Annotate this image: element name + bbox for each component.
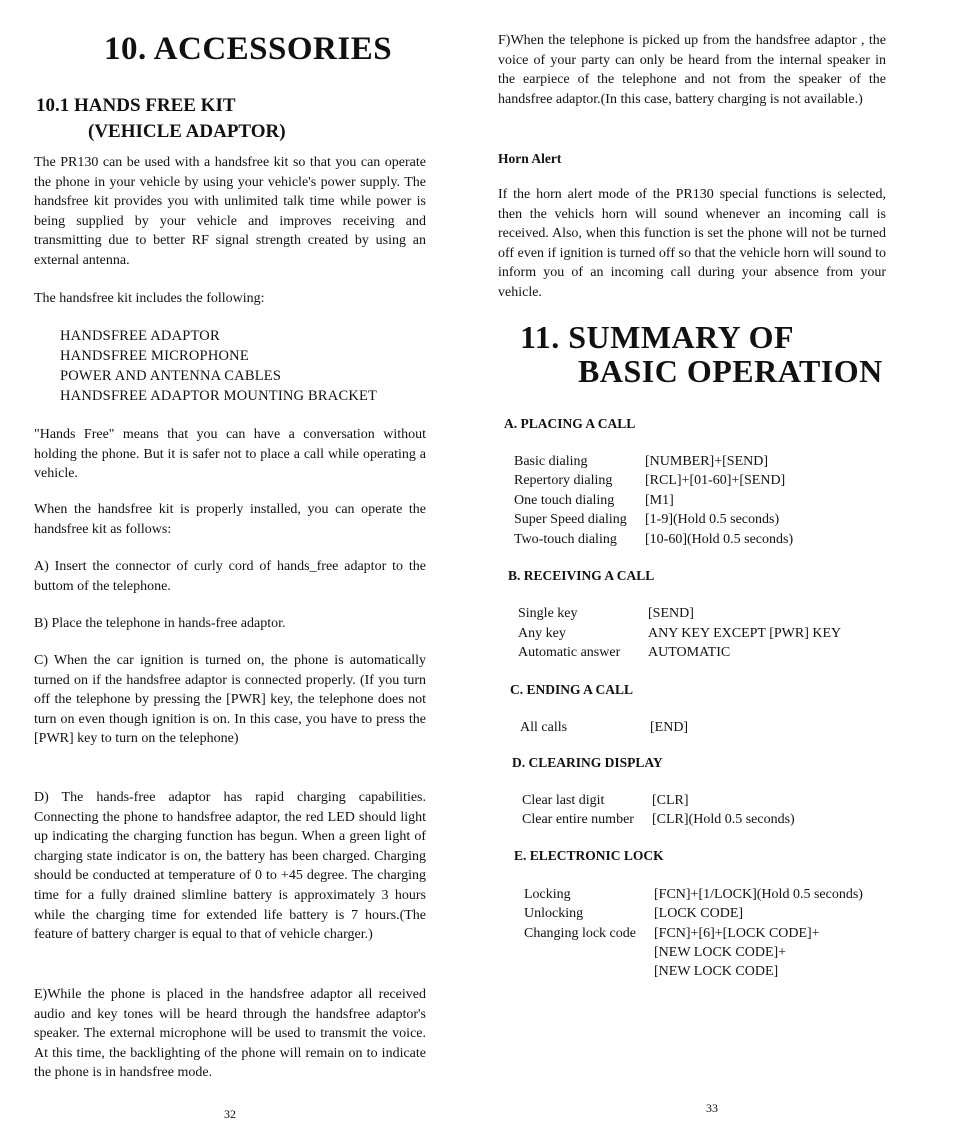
row-label: Changing lock code <box>524 926 636 941</box>
page-number: 32 <box>224 1107 236 1121</box>
step-b: B) Place the telephone in hands-free adaptor. <box>34 616 286 631</box>
row-value: [NEW LOCK CODE]+ <box>654 945 787 960</box>
row-label: Single key <box>518 606 578 621</box>
section-heading: B. RECEIVING A CALL <box>508 568 655 583</box>
row-label: One touch dialing <box>514 493 615 508</box>
step-e: E)While the phone is placed in the handsfree adaptor all received audio and key tones will be heard through the handsfree adaptor's speaker. The external microphone will be used to transmit the voice. At this time, the backlighting of the phone will remain on to indicate the phone is in handsfree mode. <box>34 987 426 1081</box>
section-heading: C. ENDING A CALL <box>510 682 634 697</box>
row-label: Basic dialing <box>514 454 588 469</box>
row-value: AUTOMATIC <box>648 645 731 660</box>
row-value: [END] <box>650 720 689 735</box>
row-value: [FCN]+[1/LOCK](Hold 0.5 seconds) <box>654 887 863 902</box>
chapter-title-line2: BASIC OPERATION <box>578 353 883 389</box>
row-value: [M1] <box>645 493 674 508</box>
step-d: D) The hands-free adaptor has rapid charging capabilities. Connecting the phone to handsfree adaptor, the red LED should light up indicating the charging function has begun. When a green light of charging state indicator is on, the battery has been charged. Charging should be conducted at temperature of 0 to +45 degree. The charging time for a fully drained slimline battery is approximately 3 hours while the charging time for extended life battery is 7 hours.(The feature of battery charger is equal to that of vehicle charger.) <box>34 790 426 943</box>
row-value: ANY KEY EXCEPT [PWR] KEY <box>648 626 842 641</box>
row-value: [RCL]+[01-60]+[SEND] <box>645 473 786 488</box>
hands-free-meaning: "Hands Free" means that you can have a conversation without holding the phone. But it is safer not to place a call while operating a vehicle. <box>34 427 426 482</box>
row-label: Clear entire number <box>522 812 634 827</box>
row-label: Repertory dialing <box>514 473 613 488</box>
chapter-title: 11. SUMMARY OF <box>520 319 794 355</box>
step-a: A) Insert the connector of curly cord of hands_free adaptor to the buttom of the telephone. <box>34 559 426 594</box>
row-value: [FCN]+[6]+[LOCK CODE]+ <box>654 926 820 941</box>
row-value: [LOCK CODE] <box>654 906 744 921</box>
row-label: Two-touch dialing <box>514 532 617 547</box>
row-label: Clear last digit <box>522 793 605 808</box>
intro-paragraph: The PR130 can be used with a handsfree kit so that you can operate the phone in your vehicle by using your vehicle's power supply. The handsfree kit provides you with unlimited talk time while power is being supplied by your vehicle and improves receiving and transmitting due to better RF signal strength created by using an external antenna. <box>34 155 426 268</box>
step-c: C) When the car ignition is turned on, the phone is automatically turned on if the handsfree adaptor is connected properly. (If you turn off the telephone by pressing the [PWR] key, the telephone does not turn on even though ignition is on. In this case, you have to press the [PWR] key to turn on the telephone) <box>34 653 426 747</box>
chapter-title: 10. ACCESSORIES <box>104 31 393 67</box>
section-subtitle: (VEHICLE ADAPTOR) <box>88 121 286 142</box>
when-installed-text: When the handsfree kit is properly installed, you can operate the handsfree kit as follows: <box>34 502 426 537</box>
row-label: Automatic answer <box>518 645 621 660</box>
row-label: Locking <box>524 887 571 902</box>
row-value: [NEW LOCK CODE] <box>654 964 779 979</box>
kit-item: HANDSFREE ADAPTOR <box>60 328 220 344</box>
row-value: [NUMBER]+[SEND] <box>645 454 768 469</box>
row-label: All calls <box>520 720 568 735</box>
row-value: [1-9](Hold 0.5 seconds) <box>645 512 780 527</box>
row-label: Any key <box>518 626 566 641</box>
row-value: [SEND] <box>648 606 694 621</box>
kit-item: HANDSFREE MICROPHONE <box>60 348 249 364</box>
kit-item: POWER AND ANTENNA CABLES <box>60 368 282 384</box>
section-heading: A. PLACING A CALL <box>504 416 636 431</box>
kit-includes-text: The handsfree kit includes the following: <box>34 291 265 306</box>
section-heading: D. CLEARING DISPLAY <box>512 755 663 770</box>
row-value: [CLR](Hold 0.5 seconds) <box>652 812 795 827</box>
step-f: F)When the telephone is picked up from the handsfree adaptor , the voice of your party can only be heard from the internal speaker in the earpiece of the telephone and not from the speaker of the handsfree adaptor.(In this case, battery charging is not available.) <box>498 33 886 107</box>
row-label: Super Speed dialing <box>514 512 627 527</box>
row-value: [10-60](Hold 0.5 seconds) <box>645 532 794 547</box>
row-value: [CLR] <box>652 793 689 808</box>
row-label: Unlocking <box>524 906 584 921</box>
kit-item: HANDSFREE ADAPTOR MOUNTING BRACKET <box>60 388 378 404</box>
section-title: 10.1 HANDS FREE KIT <box>36 95 236 116</box>
section-heading: E. ELECTRONIC LOCK <box>514 848 664 863</box>
horn-alert-heading: Horn Alert <box>498 151 562 166</box>
horn-alert-text: If the horn alert mode of the PR130 special functions is selected, then the vehicls horn will sound whenever an incoming call is received. Also, when this function is set the phone will not be turned off even if ignition is turned off so that the vehicle horn will sound to inform you of an incoming call during your absence from your vehicle. <box>498 187 886 300</box>
page-number: 33 <box>706 1101 718 1115</box>
